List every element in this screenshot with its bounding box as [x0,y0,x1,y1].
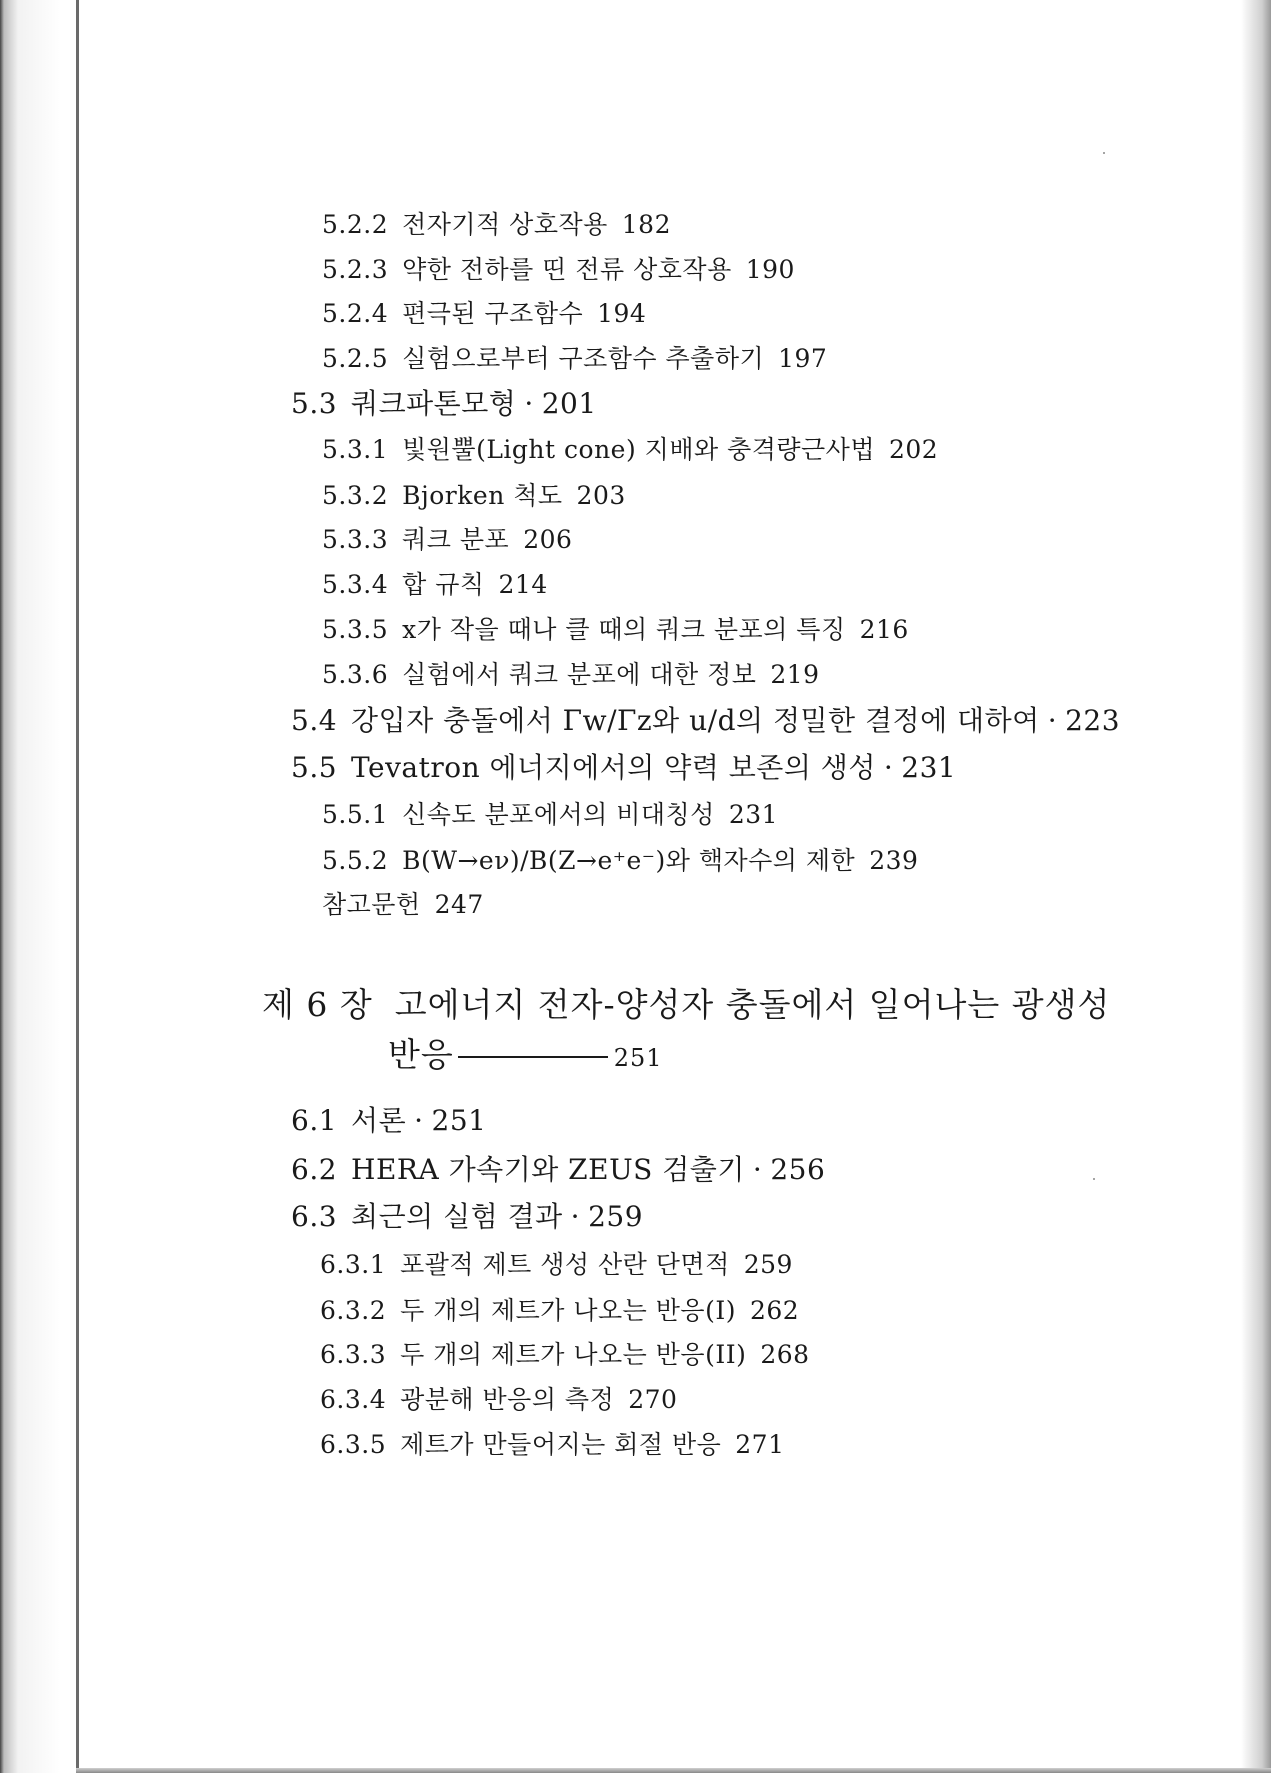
separator-dot: · [752,1153,763,1186]
chapter-label: 제 6 장 [262,985,373,1024]
chapter-6-heading [262,985,1110,1025]
section-title: 서론 [351,1104,407,1137]
toc-entry-5-2-5 [322,344,827,374]
section-page: 201 [541,387,597,420]
entry-page: 190 [745,255,795,284]
entry-number: 5.3.1 [322,435,389,464]
entry-title: 광분해 반응의 측정 [400,1385,615,1414]
entry-title: 합 규칙 [402,570,485,599]
section-page: 231 [901,751,957,784]
toc-entry-5-2-4 [322,299,646,329]
entry-title: 빛원뿔(Light cone) 지배와 충격량근사법 [402,435,875,464]
separator-dot: · [883,751,894,784]
entry-page: 231 [728,800,779,829]
entry-page: 239 [869,846,919,875]
section-number: 5.3 [291,387,338,420]
entry-number: 5.3.4 [322,570,389,599]
entry-page: 216 [859,615,909,644]
entry-title: Bjorken 척도 [402,481,563,510]
toc-entry-6-3-5 [320,1430,785,1460]
entry-title: B(W→eν)/B(Z→e⁺e⁻)와 핵자수의 제한 [402,846,856,875]
entry-title: 실험으로부터 구조함수 추출하기 [402,344,765,373]
toc-entry-5-3-5 [322,615,909,645]
entry-number: 5.3.6 [322,660,389,689]
entry-page: 259 [743,1250,793,1279]
entry-page: 203 [576,481,626,510]
section-page: 259 [588,1200,644,1233]
toc-entry-5-3-4 [322,570,548,600]
entry-title: 실험에서 쿼크 분포에 대한 정보 [402,660,757,689]
toc-section-6-2 [291,1155,825,1185]
toc-entry-6-3-1 [320,1250,793,1280]
references-title: 참고문헌 [322,890,421,919]
entry-title: x가 작을 때나 클 때의 쿼크 분포의 특징 [402,615,846,644]
entry-page: 214 [498,570,548,599]
entry-page: 202 [888,435,939,464]
toc-section-5-3 [291,389,597,419]
separator-dot: · [524,387,534,420]
entry-title: 두 개의 제트가 나오는 반응(I) [400,1296,736,1325]
section-title: 쿼크파톤모형 [351,387,517,420]
entry-number: 6.3.1 [320,1250,387,1279]
toc-entry-6-3-4 [320,1385,677,1415]
entry-number: 6.3.4 [320,1385,387,1414]
entry-title: 두 개의 제트가 나오는 반응(II) [400,1340,747,1369]
entry-page: 219 [770,660,820,689]
entry-number: 5.3.2 [322,481,389,510]
toc-entry-5-3-3 [322,525,572,555]
entry-title: 전자기적 상호작용 [402,210,608,239]
entry-number: 6.3.2 [320,1296,387,1325]
leader-rule [458,1056,608,1058]
entry-number: 5.2.2 [322,210,389,239]
section-title: 강입자 충돌에서 Γw/Γz와 u/d의 정밀한 결정에 대하여 [351,704,1040,737]
entry-title: 약한 전하를 띤 전류 상호작용 [402,255,732,284]
section-page: 256 [770,1153,826,1186]
section-number: 6.1 [291,1104,338,1137]
toc-entry-5-3-6 [322,660,820,690]
toc-references [322,890,484,920]
toc-entry-6-3-3 [320,1340,810,1370]
section-number: 5.4 [291,704,338,737]
toc-entry-5-2-3 [322,255,795,285]
entry-page: 194 [597,299,647,328]
entry-page: 262 [749,1296,800,1325]
entry-title: 편극된 구조함수 [402,299,584,328]
section-number: 6.2 [291,1153,338,1186]
toc-entry-6-3-2 [320,1296,799,1326]
entry-number: 5.2.5 [322,344,389,373]
entry-page: 197 [778,344,828,373]
entry-page: 268 [760,1340,810,1369]
entry-number: 5.5.2 [322,846,389,875]
toc-entry-5-5-2 [322,846,918,876]
chapter-page: 251 [613,1044,663,1072]
section-page: 251 [431,1104,487,1137]
section-page: 223 [1065,704,1121,737]
toc-section-5-4 [291,706,1120,736]
entry-number: 6.3.3 [320,1340,387,1369]
toc-entry-5-3-2 [322,481,626,511]
entry-page: 270 [628,1385,678,1414]
entry-title: 신속도 분포에서의 비대칭성 [402,800,715,829]
entry-title: 포괄적 제트 생성 산란 단면적 [400,1250,730,1279]
toc-entry-5-3-1 [322,435,938,465]
entry-title: 제트가 만들어지는 회절 반응 [400,1430,722,1459]
entry-number: 5.3.5 [322,615,389,644]
entry-page: 271 [735,1430,785,1459]
chapter-title-line2: 반응 [388,1035,454,1074]
toc-entry-5-2-2 [322,210,671,240]
entry-number: 5.2.4 [322,299,389,328]
toc-section-6-1 [291,1106,487,1136]
section-title: HERA 가속기와 ZEUS 검출기 [351,1153,745,1186]
chapter-title-line1: 고에너지 전자-양성자 충돌에서 일어나는 광생성 [394,985,1111,1024]
entry-number: 5.5.1 [322,800,389,829]
toc-section-6-3 [291,1202,643,1232]
entry-number: 5.2.3 [322,255,389,284]
separator-dot: · [570,1200,581,1233]
section-title: Tevatron 에너지에서의 약력 보존의 생성 [351,751,876,784]
separator-dot: · [1047,704,1058,737]
section-number: 5.5 [291,751,338,784]
toc-section-5-5 [291,753,956,783]
toc-entry-5-5-1 [322,800,778,830]
chapter-6-heading-cont [388,1035,663,1078]
entry-title: 쿼크 분포 [402,525,510,554]
section-number: 6.3 [291,1200,338,1233]
references-page: 247 [434,890,484,919]
entry-number: 6.3.5 [320,1430,387,1459]
section-title: 최근의 실험 결과 [351,1200,563,1233]
separator-dot: · [414,1104,424,1137]
entry-page: 182 [621,210,671,239]
entry-number: 5.3.3 [322,525,389,554]
entry-page: 206 [523,525,573,554]
